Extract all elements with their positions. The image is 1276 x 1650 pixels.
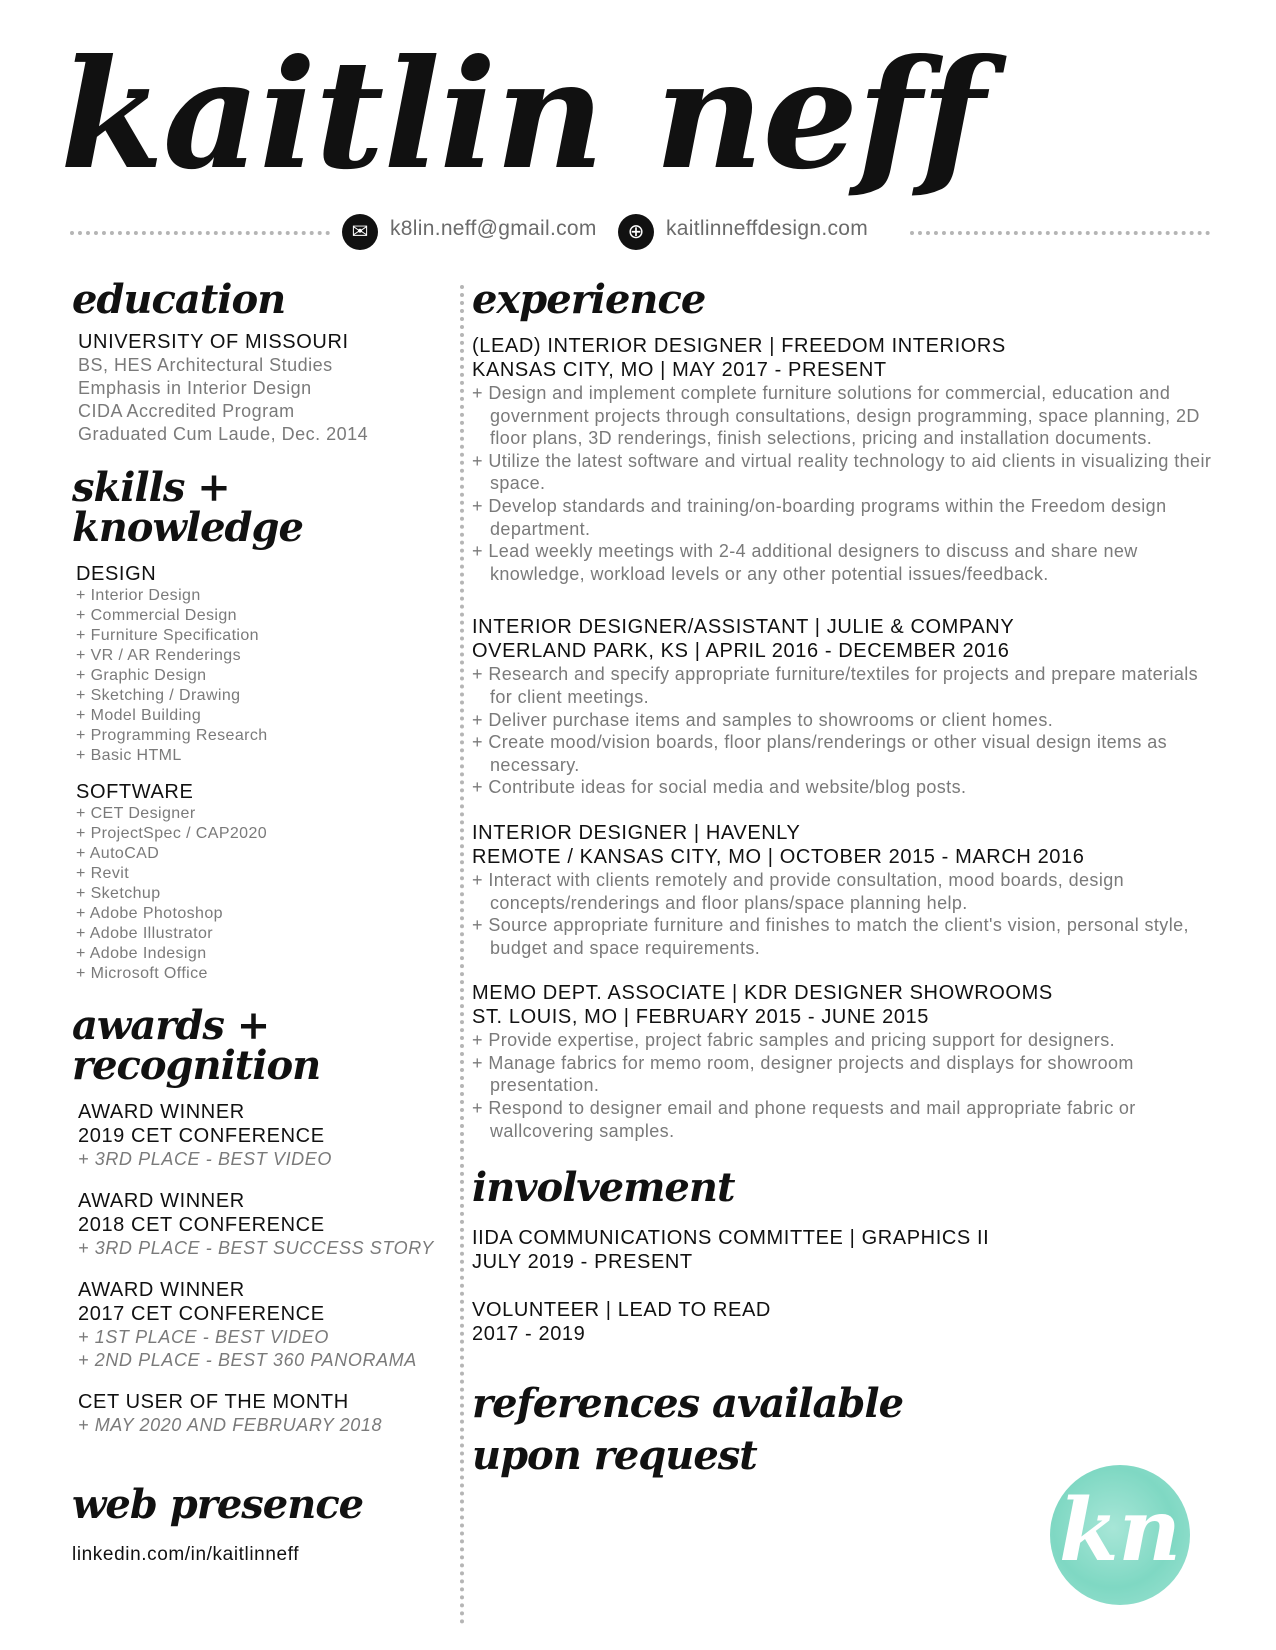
skill-item: + Basic HTML (76, 747, 182, 764)
contact-row (70, 210, 1210, 254)
column-divider (460, 285, 464, 1625)
software-item: + Sketchup (76, 885, 161, 902)
award-event: 2018 CET CONFERENCE (78, 1214, 325, 1236)
award-item (78, 1390, 452, 1437)
software-item: + ProjectSpec / CAP2020 (76, 825, 268, 842)
skill-item: + VR / AR Renderings (76, 647, 241, 664)
award-item (78, 1100, 452, 1171)
award-item (78, 1278, 452, 1372)
software-item: + Adobe Indesign (76, 945, 207, 962)
job-title: (LEAD) INTERIOR DESIGNER | FREEDOM INTERIORS (472, 335, 1006, 357)
job-bullet: + Contribute ideas for social media and website/blog posts. (472, 777, 967, 798)
dotted-rule-left (70, 231, 330, 235)
job-bullet: + Research and specify appropriate furniture/textiles for projects and prepare materials for client meetings. (472, 664, 1199, 707)
kn-logo: kn (1050, 1465, 1190, 1605)
job-entry (472, 615, 1212, 799)
award-note: + 2ND PLACE - BEST 360 PANORAMA (78, 1350, 417, 1370)
globe-icon: ⊕ (618, 214, 654, 250)
email-link[interactable]: k8lin.neff@gmail.com (390, 217, 597, 240)
job-bullet: + Design and implement complete furniture solutions for commercial, education and government projects through consultations, design programming, space planning, 2D floor plans, 3D renderings, finish selections, pricing and installation documents. (472, 383, 1200, 449)
job-location-dates: ST. LOUIS, MO | FEBRUARY 2015 - JUNE 2015 (472, 1006, 929, 1029)
job-location-dates: KANSAS CITY, MO | MAY 2017 - PRESENT (472, 359, 887, 381)
awards-section (72, 1100, 452, 1437)
skill-item: + Interior Design (76, 587, 201, 604)
job-bullet: + Utilize the latest software and virtual reality technology to aid clients in visualizing their space. (472, 450, 1212, 494)
dotted-rule-right (910, 231, 1210, 235)
school-name: UNIVERSITY OF MISSOURI (78, 331, 349, 353)
resume-name: kaitlin neff (60, 40, 985, 203)
job-bullet: + Interact with clients remotely and provide consultation, mood boards, design concepts/renderings and floor plans/space planning help. (472, 869, 1125, 913)
experience-heading: experience (472, 276, 706, 323)
job-title: INTERIOR DESIGNER/ASSISTANT | JULIE & COMPANY (472, 616, 1015, 639)
skills-section (72, 562, 452, 984)
job-bullet: + Manage fabrics for memo room, designer projects and displays for showroom presentation. (472, 1052, 1134, 1096)
award-note: + 3RD PLACE - BEST VIDEO (78, 1149, 332, 1169)
award-title: AWARD WINNER (78, 1190, 245, 1212)
skill-item: + Commercial Design (76, 607, 237, 624)
web-presence-heading: web presence (72, 1481, 364, 1528)
left-column (72, 276, 452, 1567)
software-item: + Revit (76, 865, 130, 882)
software-item: + AutoCAD (76, 845, 160, 862)
award-note: + MAY 2020 AND FEBRUARY 2018 (78, 1415, 383, 1435)
education-heading: education (72, 276, 286, 323)
awards-heading: awards + recognition (72, 1002, 321, 1089)
linkedin-link[interactable]: linkedin.com/in/kaitlinneff (72, 1544, 300, 1565)
job-bullet: + Respond to designer email and phone requests and mail appropriate fabric or wallcovering samples. (472, 1098, 1136, 1141)
job-entry (472, 981, 1212, 1142)
job-bullet: + Lead weekly meetings with 2-4 additional designers to discuss and share new knowledge, workload levels or any other potential issues/feedback. (472, 541, 1138, 584)
involvement-role: IIDA COMMUNICATIONS COMMITTEE | GRAPHICS II (472, 1227, 990, 1250)
references-line-2: upon request (472, 1432, 757, 1480)
involvement-heading: involvement (472, 1164, 735, 1212)
education-line: BS, HES Architectural Studies (78, 355, 333, 375)
job-location-dates: REMOTE / KANSAS CITY, MO | OCTOBER 2015 - MARCH 2016 (472, 845, 1085, 868)
award-note: + 3RD PLACE - BEST SUCCESS STORY (78, 1238, 434, 1258)
job-title: INTERIOR DESIGNER | HAVENLY (472, 821, 801, 844)
education-line: CIDA Accredited Program (78, 401, 295, 421)
involvement-dates: JULY 2019 - PRESENT (472, 1251, 693, 1274)
award-title: AWARD WINNER (78, 1101, 245, 1123)
award-note: + 1ST PLACE - BEST VIDEO (78, 1327, 329, 1347)
education-line: Graduated Cum Laude, Dec. 2014 (78, 424, 369, 444)
job-bullet: + Source appropriate furniture and finishes to match the client's vision, personal style, budget and space requirements. (472, 915, 1189, 958)
award-event: 2017 CET CONFERENCE (78, 1303, 325, 1325)
job-bullet: + Deliver purchase items and samples to showrooms or client homes. (472, 709, 1054, 730)
software-item: + CET Designer (76, 805, 196, 822)
job-location-dates: OVERLAND PARK, KS | APRIL 2016 - DECEMBER 2016 (472, 640, 1010, 663)
software-item: + Adobe Illustrator (76, 925, 214, 942)
job-bullet: + Create mood/vision boards, floor plans/renderings or other visual design items as necessary. (472, 732, 1168, 775)
mail-icon: ✉ (342, 214, 378, 250)
website-link[interactable]: kaitlinneffdesign.com (666, 217, 869, 240)
software-title: SOFTWARE (76, 781, 194, 803)
skills-heading: skills + knowledge (72, 464, 303, 551)
job-entry (472, 334, 1212, 585)
award-event: 2019 CET CONFERENCE (78, 1125, 325, 1147)
award-title: AWARD WINNER (78, 1279, 245, 1301)
skill-item: + Sketching / Drawing (76, 687, 241, 704)
skill-item: + Graphic Design (76, 667, 207, 684)
involvement-dates: 2017 - 2019 (472, 1323, 586, 1346)
involvement-section (472, 1226, 1212, 1346)
award-title: CET USER OF THE MONTH (78, 1391, 349, 1413)
education-line: Emphasis in Interior Design (78, 378, 312, 398)
job-bullet: + Develop standards and training/on-boarding programs within the Freedom design department. (472, 495, 1167, 539)
job-entry (472, 821, 1212, 959)
skill-item: + Model Building (76, 707, 202, 724)
right-column (472, 276, 1212, 1480)
references-line-1: references available (472, 1380, 904, 1428)
education-section (72, 330, 452, 446)
involvement-role: VOLUNTEER | LEAD TO READ (472, 1299, 771, 1322)
award-item (78, 1189, 452, 1260)
job-bullet: + Provide expertise, project fabric samples and pricing support for designers. (472, 1030, 1116, 1051)
software-item: + Microsoft Office (76, 965, 208, 982)
design-title: DESIGN (76, 563, 157, 585)
skill-item: + Programming Research (76, 727, 268, 744)
software-item: + Adobe Photoshop (76, 905, 223, 922)
skill-item: + Furniture Specification (76, 627, 259, 644)
job-title: MEMO DEPT. ASSOCIATE | KDR DESIGNER SHOWROOMS (472, 982, 1053, 1005)
